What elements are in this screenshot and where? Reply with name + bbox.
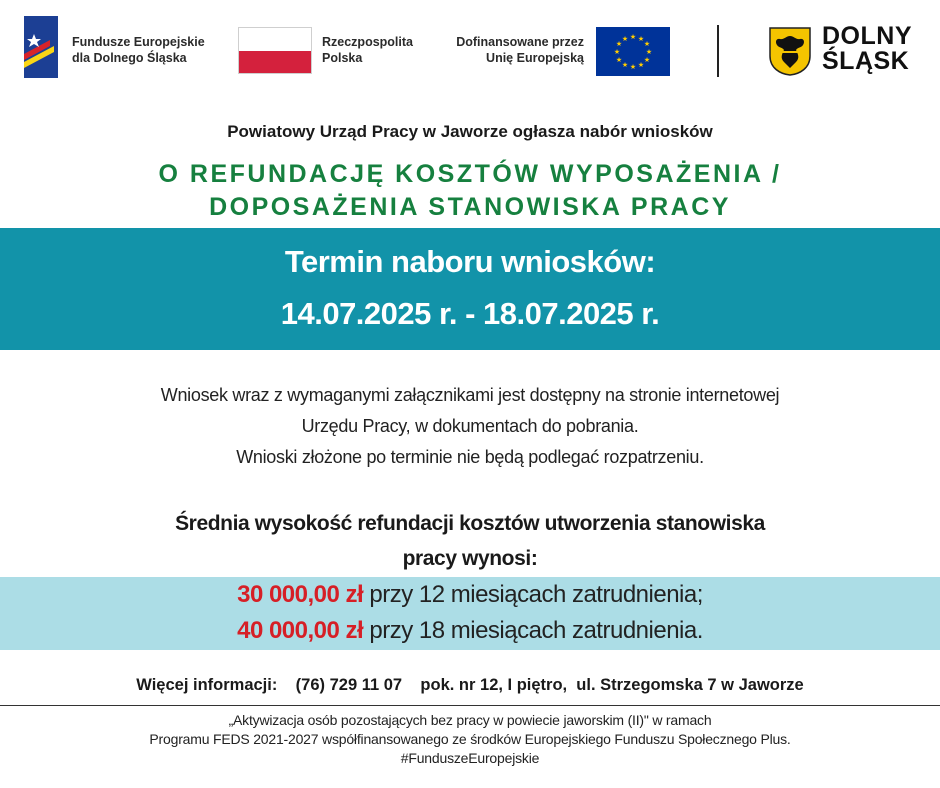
- fe-logo-text: [72, 34, 205, 66]
- average-line2: pracy wynosi:: [402, 547, 538, 570]
- svg-text:★: ★: [621, 35, 629, 43]
- footer-line1: „Aktywizacja osób pozostających bez pracy w powiecie jaworskim (II)" w ramach: [228, 712, 712, 728]
- svg-text:★: ★: [621, 61, 629, 69]
- ds-line2: ŚLĄSK: [822, 47, 910, 75]
- fe-line2: dla Dolnego Śląska: [72, 51, 187, 65]
- pl-line2: Polska: [322, 51, 363, 65]
- dolny-slask-crest-icon: [768, 26, 812, 76]
- fe-line1: Fundusze Europejskie: [72, 35, 205, 49]
- svg-text:★: ★: [615, 56, 623, 64]
- amounts-band: [0, 577, 940, 650]
- dolny-slask-text: [822, 24, 912, 74]
- intro-text: Powiatowy Urząd Pracy w Jaworze ogłasza nabór wniosków: [227, 122, 713, 141]
- info-text: [0, 380, 940, 473]
- info-line2: Urzędu Pracy, w dokumentach do pobrania.: [301, 416, 639, 436]
- headline-line2: DOPOSAŻENIA STANOWISKA PRACY: [209, 193, 731, 221]
- amount-desc: przy 18 miesiącach zatrudnienia.: [363, 617, 703, 644]
- logo-divider: [717, 25, 719, 77]
- term-band: [0, 228, 940, 350]
- footer-divider: [0, 705, 940, 706]
- svg-text:★: ★: [629, 33, 637, 41]
- svg-text:★: ★: [613, 48, 621, 56]
- logo-bar: [0, 0, 940, 110]
- svg-text:★: ★: [615, 40, 623, 48]
- eu-flag-icon: [596, 27, 670, 76]
- term-dates: 14.07.2025 r. - 18.07.2025 r.: [280, 296, 660, 331]
- average-heading: [0, 506, 940, 576]
- amount-row: [0, 613, 940, 649]
- footer: [0, 711, 940, 768]
- eu-line1: Dofinansowane przez: [456, 35, 584, 49]
- amount-value: 30 000,00 zł: [237, 581, 364, 608]
- ds-line1: DOLNY: [822, 22, 912, 50]
- pl-line1: Rzeczpospolita: [322, 35, 413, 49]
- average-line1: Średnia wysokość refundacji kosztów utworzenia stanowiska: [175, 512, 765, 535]
- contact-info: Więcej informacji: (76) 729 11 07 pok. nr 12, I piętro, ul. Strzegomska 7 w Jaworze: [136, 676, 804, 694]
- svg-text:★: ★: [645, 48, 653, 56]
- info-line3: Wnioski złożone po terminie nie będą podlegać rozpatrzeniu.: [236, 447, 704, 467]
- svg-text:★: ★: [637, 35, 645, 43]
- headline: [0, 158, 940, 224]
- term-title: Termin naboru wniosków:: [284, 244, 656, 279]
- poland-flag-icon: [238, 27, 312, 74]
- pl-logo-text: [322, 34, 413, 66]
- amount-desc: przy 12 miesiącach zatrudnienia;: [363, 581, 703, 608]
- eu-logo-text: [456, 34, 584, 66]
- eu-line2: Unię Europejską: [486, 51, 584, 65]
- svg-text:★: ★: [643, 56, 651, 64]
- fundusze-europejskie-logo: [24, 16, 64, 78]
- svg-text:★: ★: [643, 40, 651, 48]
- headline-line1: O REFUNDACJĘ KOSZTÓW WYPOSAŻENIA /: [158, 160, 782, 188]
- info-line1: Wniosek wraz z wymaganymi załącznikami jest dostępny na stronie internetowej: [160, 385, 780, 405]
- amount-value: 40 000,00 zł: [237, 617, 364, 644]
- footer-hashtag: #FunduszeEuropejskie: [400, 750, 540, 766]
- svg-text:★: ★: [629, 63, 637, 71]
- footer-line2: Programu FEDS 2021-2027 współfinansowanego ze środków Europejskiego Funduszu Społecznego Plus.: [149, 731, 791, 747]
- amount-row: [0, 577, 940, 613]
- svg-text:★: ★: [637, 61, 645, 69]
